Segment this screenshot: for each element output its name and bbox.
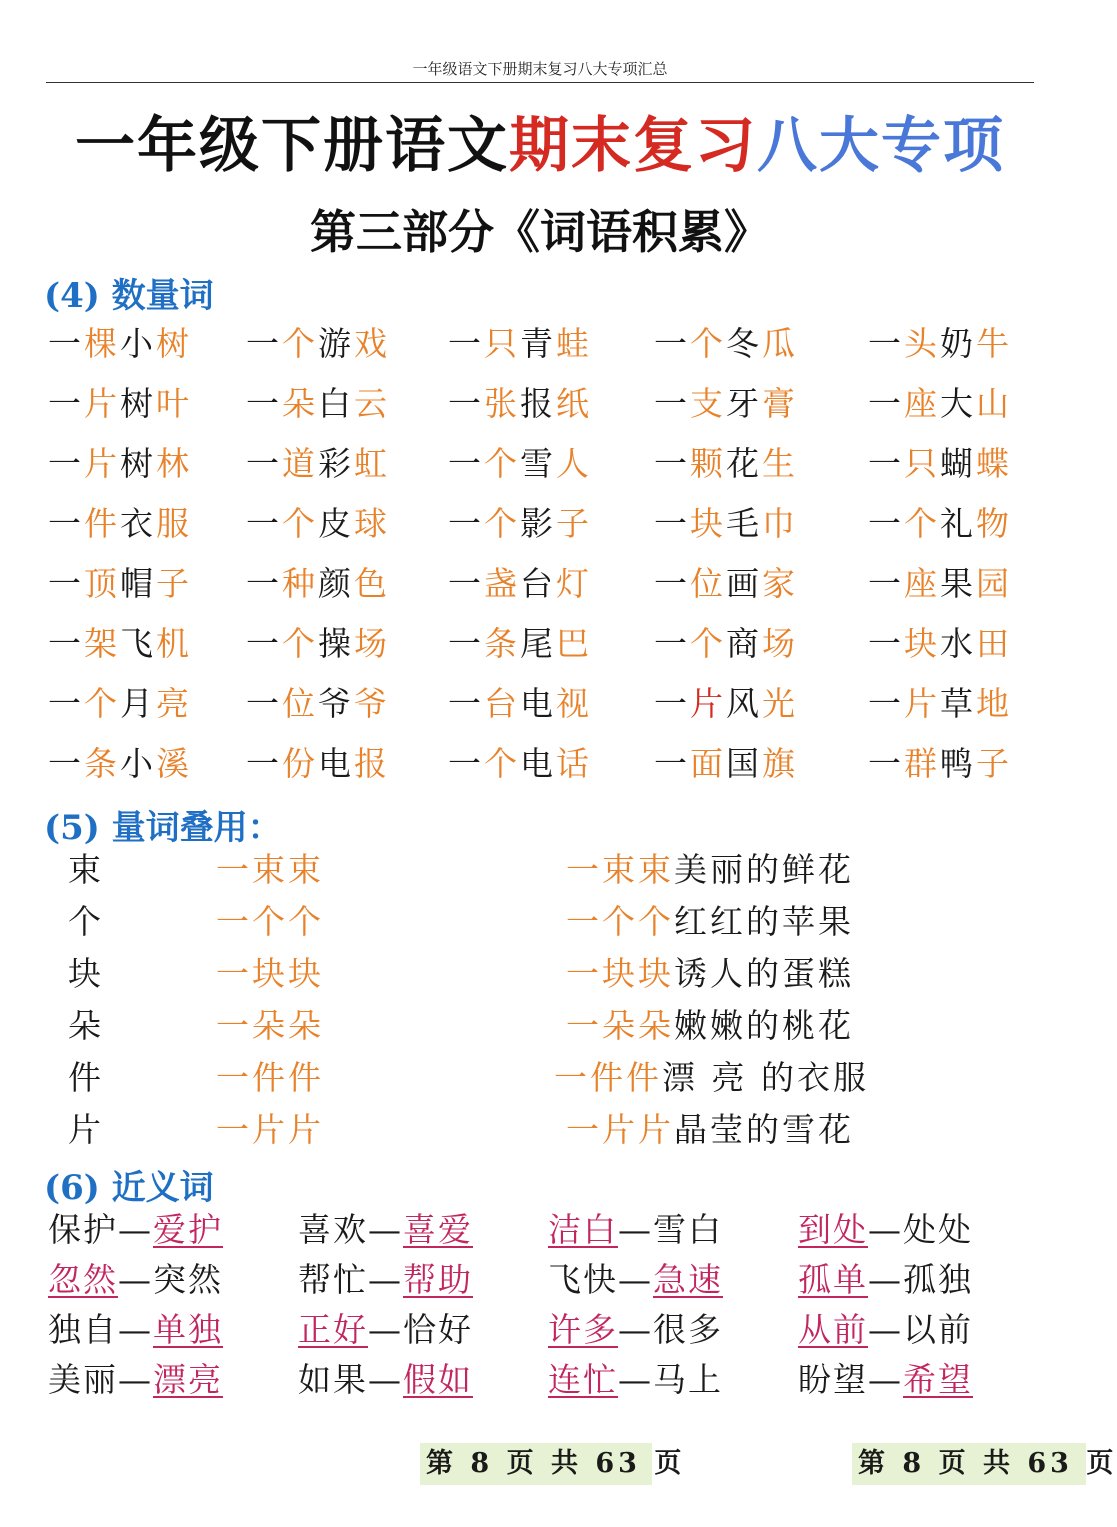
measure-word-phrase: 一群鸭子 xyxy=(868,744,1012,783)
synonym-pair: 喜欢—喜爱 xyxy=(298,1210,473,1249)
measure-word-phrase: 一个商场 xyxy=(654,624,798,663)
synonym-pair: 洁白—雪白 xyxy=(548,1210,723,1249)
measure-word-phrase: 一个影子 xyxy=(448,504,592,543)
measure-word-phrase: 一块水田 xyxy=(868,624,1012,663)
classifier-example-phrase: 一片片晶莹的雪花 xyxy=(566,1110,854,1149)
measure-word-phrase: 一盏台灯 xyxy=(448,564,592,603)
classifier-single: 束 xyxy=(68,850,104,889)
measure-word-phrase: 一个皮球 xyxy=(246,504,390,543)
measure-word-phrase: 一位画家 xyxy=(654,564,798,603)
measure-word-phrase: 一份电报 xyxy=(246,744,390,783)
classifier-reduplicated: 一件件 xyxy=(216,1058,324,1097)
measure-word-phrase: 一顶帽子 xyxy=(48,564,192,603)
classifier-reduplicated: 一片片 xyxy=(216,1110,324,1149)
measure-word-phrase: 一个游戏 xyxy=(246,324,390,363)
measure-word-phrase: 一架飞机 xyxy=(48,624,192,663)
title-part-red: 期末复习 xyxy=(509,111,757,181)
synonym-pair: 孤单—孤独 xyxy=(798,1260,973,1299)
section-heading-synonyms: (6) 近义词 xyxy=(44,1168,214,1208)
classifier-single: 件 xyxy=(68,1058,104,1097)
measure-word-phrase: 一个电话 xyxy=(448,744,592,783)
classifier-example-phrase: 一朵朵嫩嫩的桃花 xyxy=(566,1006,854,1045)
measure-word-phrase: 一颗花生 xyxy=(654,444,798,483)
page-subtitle: 第三部分《词语积累》 xyxy=(310,205,770,259)
synonym-pair: 飞快—急速 xyxy=(548,1260,723,1299)
classifier-reduplicated: 一束束 xyxy=(216,850,324,889)
synonym-pair: 许多—很多 xyxy=(548,1310,723,1349)
running-header: 一年级语文下册期末复习八大专项汇总 xyxy=(412,60,668,78)
measure-word-phrase: 一张报纸 xyxy=(448,384,592,423)
measure-word-phrase: 一只青蛙 xyxy=(448,324,592,363)
section-heading-measure-words: (4) 数量词 xyxy=(44,276,214,316)
measure-word-phrase: 一片树叶 xyxy=(48,384,192,423)
synonym-pair: 独自—单独 xyxy=(48,1310,223,1349)
classifier-single: 块 xyxy=(68,954,104,993)
measure-word-phrase: 一只蝴蝶 xyxy=(868,444,1012,483)
classifier-single: 片 xyxy=(68,1110,104,1149)
synonym-pair: 到处—处处 xyxy=(798,1210,973,1249)
measure-word-phrase: 一条尾巴 xyxy=(448,624,592,663)
synonym-pair: 正好—恰好 xyxy=(298,1310,473,1349)
synonym-pair: 如果—假如 xyxy=(298,1360,473,1399)
measure-word-phrase: 一个礼物 xyxy=(868,504,1012,543)
header-rule xyxy=(46,82,1034,83)
measure-word-phrase: 一个月亮 xyxy=(48,684,192,723)
synonym-pair: 从前—以前 xyxy=(798,1310,973,1349)
measure-word-phrase: 一条小溪 xyxy=(48,744,192,783)
classifier-example-phrase: 一个个红红的苹果 xyxy=(566,902,854,941)
synonym-pair: 美丽—漂亮 xyxy=(48,1360,223,1399)
page-title xyxy=(0,98,1080,184)
measure-word-phrase: 一座果园 xyxy=(868,564,1012,603)
synonym-pair: 忽然—突然 xyxy=(48,1260,223,1299)
synonym-pair: 帮忙—帮助 xyxy=(298,1260,473,1299)
measure-word-phrase: 一片风光 xyxy=(654,684,798,723)
measure-word-phrase: 一朵白云 xyxy=(246,384,390,423)
section-heading-reduplicated-classifiers: (5) 量词叠用： xyxy=(44,808,282,848)
classifier-example-phrase: 一束束美丽的鲜花 xyxy=(566,850,854,889)
measure-word-phrase: 一个冬瓜 xyxy=(654,324,798,363)
classifier-single: 个 xyxy=(68,902,104,941)
measure-word-phrase: 一片草地 xyxy=(868,684,1012,723)
measure-word-phrase: 一台电视 xyxy=(448,684,592,723)
measure-word-phrase: 一面国旗 xyxy=(654,744,798,783)
classifier-reduplicated: 一块块 xyxy=(216,954,324,993)
measure-word-phrase: 一头奶牛 xyxy=(868,324,1012,363)
measure-word-phrase: 一位爷爷 xyxy=(246,684,390,723)
measure-word-phrase: 一道彩虹 xyxy=(246,444,390,483)
measure-word-phrase: 一件衣服 xyxy=(48,504,192,543)
measure-word-phrase: 一块毛巾 xyxy=(654,504,798,543)
synonym-pair: 保护—爱护 xyxy=(48,1210,223,1249)
page-number-badge: 第 8 页 共 63 页 xyxy=(420,1443,652,1485)
measure-word-phrase: 一片树林 xyxy=(48,444,192,483)
classifier-example-phrase: 一件件漂 亮 的衣服 xyxy=(554,1058,869,1097)
classifier-reduplicated: 一朵朵 xyxy=(216,1006,324,1045)
synonym-pair: 连忙—马上 xyxy=(548,1360,723,1399)
synonym-pair: 盼望—希望 xyxy=(798,1360,973,1399)
measure-word-phrase: 一支牙膏 xyxy=(654,384,798,423)
classifier-reduplicated: 一个个 xyxy=(216,902,324,941)
measure-word-phrase: 一座大山 xyxy=(868,384,1012,423)
classifier-single: 朵 xyxy=(68,1006,104,1045)
measure-word-phrase: 一种颜色 xyxy=(246,564,390,603)
measure-word-phrase: 一个操场 xyxy=(246,624,390,663)
title-part-black: 一年级下册语文 xyxy=(75,111,509,181)
page-number-badge: 第 8 页 共 63 页 xyxy=(852,1443,1086,1485)
measure-word-phrase: 一个雪人 xyxy=(448,444,592,483)
title-part-blue: 八大专项 xyxy=(757,111,1005,181)
classifier-example-phrase: 一块块诱人的蛋糕 xyxy=(566,954,854,993)
measure-word-phrase: 一棵小树 xyxy=(48,324,192,363)
